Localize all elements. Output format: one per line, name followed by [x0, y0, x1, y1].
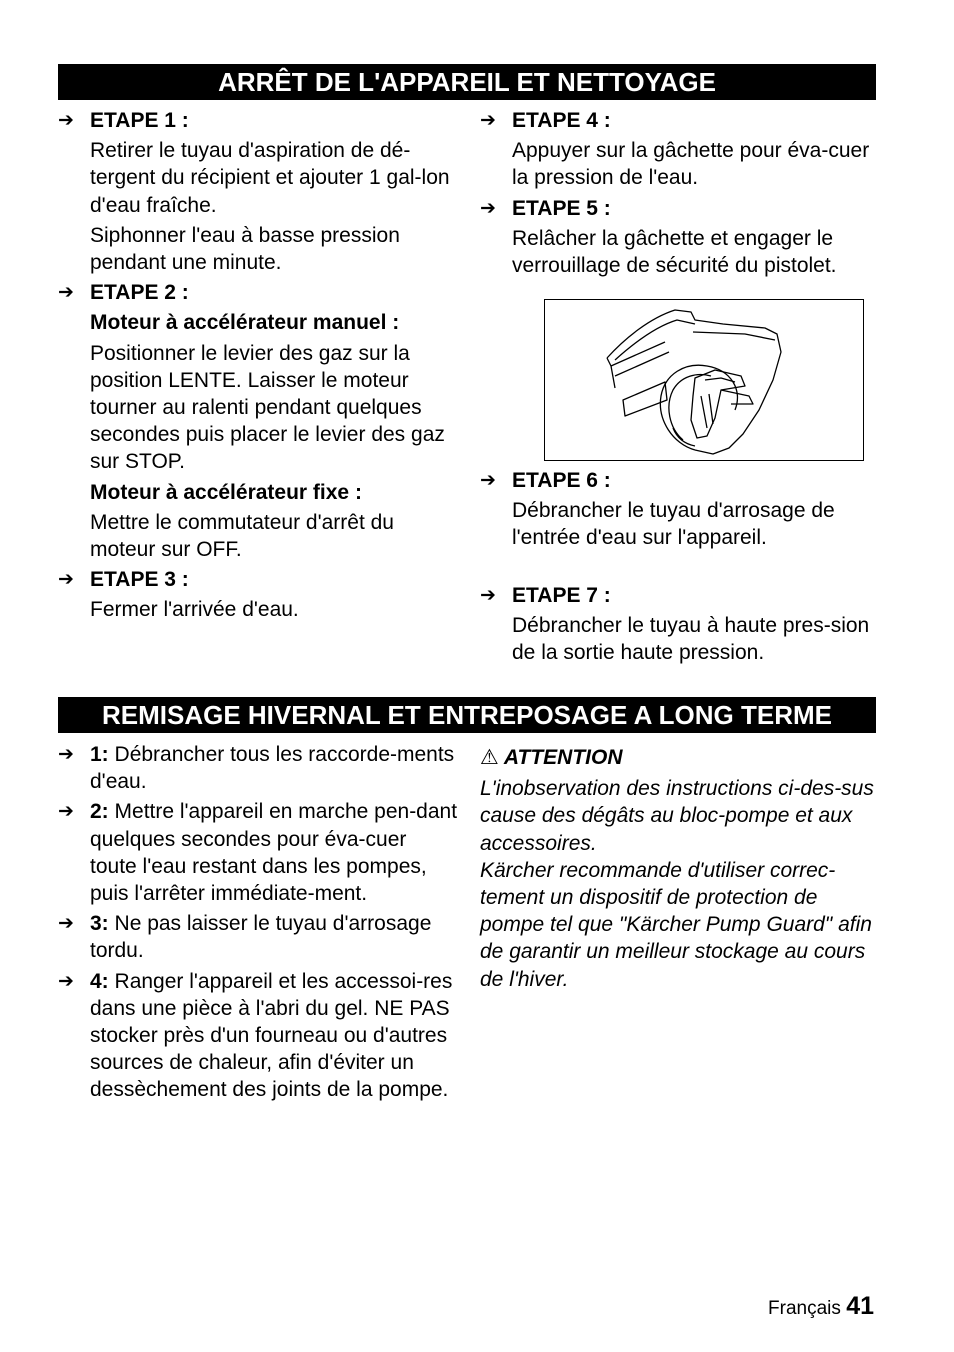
shutdown-right-column-bottom [480, 467, 876, 669]
arrow-icon: ➔ [58, 744, 74, 765]
arrow-icon: ➔ [480, 197, 496, 219]
step-7-heading: ➔ ETAPE 7 : [480, 582, 876, 609]
footer-language: Français [768, 1298, 841, 1319]
step-1-heading: ➔ ETAPE 1 : [58, 107, 458, 134]
trigger-lock-illustration [544, 299, 864, 461]
arrow-icon: ➔ [58, 801, 74, 823]
step-6-text: Débrancher le tuyau d'arrosage de l'entrée d'eau sur l'appareil. [512, 499, 835, 550]
step-4-text: Appuyer sur la gâchette pour éva-cuer la pression de l'eau. [512, 139, 870, 190]
list-item: ➔ 4: Ranger l'appareil et les accessoi-res dans une pièce à l'abri du gel. NE PAS stocker près d'un fourneau ou d'autres sources de chaleur, afin d'éviter un dessèchement des joints de la pompe. [58, 969, 453, 1102]
attention-heading: ⚠ ATTENTION [480, 746, 623, 769]
step-2-fixed-title: Moteur à accélérateur fixe : [90, 480, 362, 504]
page-footer [768, 1292, 874, 1321]
list-item: ➔ 2: Mettre l'appareil en marche pen-dant quelques secondes pour éva-cuer toute l'eau restant dans les pompes, puis l'arrêter immédiate-ment. [58, 800, 458, 906]
step-7-text: Débrancher le tuyau à haute pres-sion de la sortie haute pression. [512, 613, 870, 665]
step-5-heading: ➔ ETAPE 5 : [480, 195, 876, 222]
step-6-heading: ➔ ETAPE 6 : [480, 467, 876, 494]
step-4-heading: ➔ ETAPE 4 : [480, 107, 876, 134]
page-number: 41 [846, 1292, 874, 1320]
arrow-icon: ➔ [480, 584, 496, 606]
list-item: ➔ 3: Ne pas laisser le tuyau d'arrosage tordu. [58, 912, 432, 963]
step-2-manual-text: Positionner le levier des gaz sur la position LENTE. Laisser le moteur tourner au ralenti pendant quelques secondes puis placer le levier des gaz sur STOP. [90, 341, 445, 474]
attention-text-2: Kärcher recommande d'utiliser correc-tement un dispositif de protection de pompe tel que "Kärcher Pump Guard" afin de garantir un meilleur stockage au cours de l'hiver. [480, 858, 872, 991]
storage-left-column [58, 741, 458, 1107]
shutdown-left-column [58, 107, 458, 627]
arrow-icon: ➔ [480, 470, 496, 491]
attention-text-1: L'inobservation des instructions ci-des-sus cause des dégâts au bloc-pompe et aux accessoires. [480, 777, 874, 855]
list-item: ➔ 1: Débrancher tous les raccorde-ments d'eau. [58, 743, 455, 794]
arrow-icon: ➔ [58, 569, 74, 591]
section-title-winter-storage: REMISAGE HIVERNAL ET ENTREPOSAGE A LONG TERME [58, 697, 876, 733]
spray-gun-trigger-icon [545, 300, 862, 459]
shutdown-right-column-top [480, 107, 876, 282]
attention-box [480, 744, 876, 993]
step-3-heading: ➔ ETAPE 3 : [58, 566, 458, 593]
step-5-text: Relâcher la gâchette et engager le verrouillage de sécurité du pistolet. [512, 226, 837, 278]
step-2-heading: ➔ ETAPE 2 : [58, 279, 458, 306]
step-3-text: Fermer l'arrivée d'eau. [90, 598, 299, 622]
warning-icon: ⚠ [480, 746, 499, 769]
arrow-icon: ➔ [58, 913, 74, 935]
arrow-icon: ➔ [480, 110, 496, 131]
step-2-fixed-text: Mettre le commutateur d'arrêt du moteur sur OFF. [90, 510, 394, 562]
step-1-text-1: Retirer le tuyau d'aspiration de dé-tergent du récipient et ajouter 1 gal-lon d'eau fraîche. [90, 139, 450, 217]
arrow-icon: ➔ [58, 970, 74, 992]
arrow-icon: ➔ [58, 110, 74, 131]
step-2-manual-title: Moteur à accélérateur manuel : [90, 311, 400, 335]
step-1-text-2: Siphonner l'eau à basse pression pendant une minute. [90, 223, 400, 275]
arrow-icon: ➔ [58, 282, 74, 304]
section-title-shutdown: ARRÊT DE L'APPAREIL ET NETTOYAGE [58, 64, 876, 100]
